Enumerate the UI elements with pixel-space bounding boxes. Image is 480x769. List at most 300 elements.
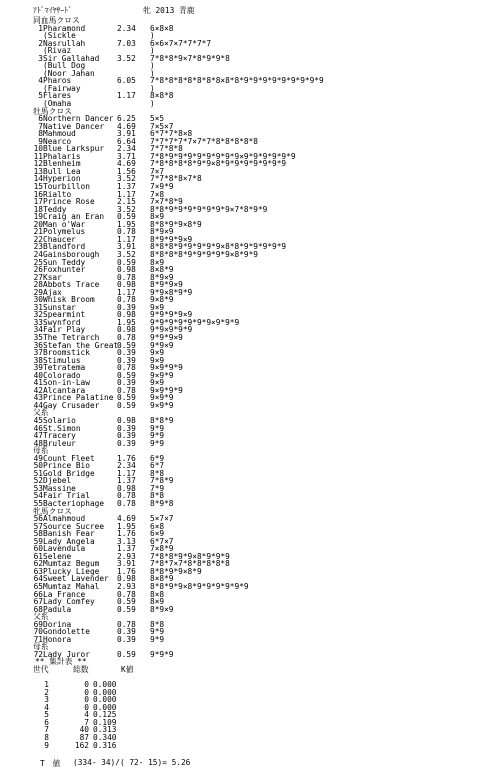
cross-entry	[33, 485, 478, 493]
stat-k: 0.000	[93, 687, 117, 697]
entry-generations: 8×8*9	[150, 574, 174, 584]
cross-entry	[33, 621, 478, 629]
entry-name: Bull Lea	[43, 166, 81, 176]
entry-generations: 8*9×9	[150, 227, 174, 237]
cross-entry	[33, 251, 478, 259]
entry-name: Nasrullah	[43, 38, 86, 48]
entry-value: 0.39	[117, 627, 136, 637]
horse-name: ｱﾄﾞﾏｲﾔｻｰﾄﾞ	[33, 6, 72, 15]
entry-name: Ksar	[43, 272, 62, 282]
entry-name: Man o'War	[43, 219, 86, 229]
cross-entry	[33, 651, 478, 659]
entry-generations: 9*9	[150, 423, 165, 433]
cross-entry	[33, 175, 478, 183]
entry-generations: 7×8	[150, 189, 165, 199]
entry-index: 56	[33, 514, 43, 524]
sub-ancestor-close: )	[150, 61, 155, 71]
entry-value: 4.69	[117, 159, 136, 169]
entry-generations: 7*8*8*9×7*8*9*9*8	[150, 53, 230, 63]
cross-entry	[33, 326, 478, 334]
entry-generations: 7*8*9	[150, 476, 174, 486]
entry-name: Sir Gallahad	[43, 53, 100, 63]
entry-generations: 9*9*9×9	[150, 332, 183, 342]
cross-entry	[33, 304, 478, 312]
entry-value: 0.98	[117, 325, 136, 335]
entry-value: 3.52	[117, 174, 136, 184]
entry-generations: 6×9	[150, 529, 165, 539]
entry-generations: 8*8*9	[150, 415, 174, 425]
sub-ancestor-close: )	[150, 31, 155, 41]
entry-name: Lavendula	[43, 544, 86, 554]
entry-name: Solario	[43, 415, 76, 425]
entry-name: Broomstick	[43, 348, 90, 358]
entry-value: 0.59	[117, 257, 136, 267]
entry-name: Blandford	[43, 242, 86, 252]
entry-generations: 9*9	[150, 438, 165, 448]
entry-value: 2.15	[117, 197, 136, 207]
sub-ancestor: (Bull Dog )	[43, 61, 155, 71]
stat-total: 0	[84, 702, 89, 712]
stat-total: 0	[84, 695, 89, 705]
cross-entry	[33, 357, 478, 365]
entry-value: 0.59	[117, 604, 136, 614]
entry-name: Sunstar	[43, 302, 76, 312]
entry-value: 1.95	[117, 219, 136, 229]
entry-generations: 6×6×7×7*7*7*7	[150, 38, 212, 48]
sub-ancestor-close: )	[150, 46, 155, 56]
entry-generations: 8*9*8	[150, 499, 174, 508]
entry-name: Dorina	[43, 619, 72, 629]
entry-index: 2	[38, 38, 43, 48]
entry-value: 6.64	[117, 136, 136, 146]
col-k: K値	[121, 665, 134, 675]
entry-generations: 8*8	[150, 468, 165, 478]
entry-name: Sun Teddy	[43, 257, 86, 267]
entry-name: Tourbillon	[43, 182, 90, 192]
entry-value: 1.76	[117, 453, 136, 463]
stat-k: 0.313	[93, 725, 117, 735]
entry-index: 11	[33, 151, 43, 161]
stat-generation: 2	[44, 687, 49, 697]
entry-name: Prince Palatine	[43, 393, 114, 403]
entry-index: 49	[33, 453, 43, 463]
entry-value: 0.98	[117, 415, 136, 425]
entry-index: 14	[33, 174, 43, 184]
stat-total: 0	[84, 687, 89, 697]
entry-index: 69	[33, 619, 43, 629]
stat-k: 0.316	[93, 740, 117, 750]
entry-index: 1	[38, 23, 43, 33]
entry-index: 65	[33, 582, 43, 592]
entry-name: Foxhunter	[43, 265, 86, 275]
cross-entry	[33, 538, 478, 546]
entry-generations: 8*8*9*9*9*9*9*9*9×7*8*9*9	[150, 204, 268, 214]
entry-value: 3.52	[117, 53, 136, 63]
stat-generation: 7	[44, 725, 49, 735]
entry-index: 16	[33, 189, 43, 199]
entry-generations: 7*8*8*9*9×8*9*9*9	[150, 551, 230, 561]
entry-index: 50	[33, 461, 43, 471]
entry-value: 0.39	[117, 423, 136, 433]
entry-name: Northern Dancer	[43, 114, 114, 124]
entry-value: 0.98	[117, 483, 136, 493]
entry-value: 0.59	[117, 370, 136, 380]
entry-value: 2.93	[117, 582, 136, 592]
entry-name: Abbots Trace	[43, 280, 100, 290]
cross-entry	[33, 583, 478, 591]
entry-generations: 9×8*9	[150, 295, 174, 305]
cross-entry	[33, 296, 478, 304]
stat-k: 0.000	[93, 680, 117, 690]
entry-name: Son-in-Law	[43, 378, 90, 388]
entry-index: 41	[33, 378, 43, 388]
entry-index: 30	[33, 295, 43, 305]
cross-entry	[33, 598, 478, 606]
stat-k: 0.340	[93, 732, 117, 742]
section-label: 牝馬クロス	[33, 506, 72, 516]
stat-k: 0.125	[93, 710, 117, 720]
stat-k: 0.000	[93, 695, 117, 705]
entry-value: 2.34	[117, 23, 136, 33]
entry-index: 7	[38, 121, 43, 131]
entry-index: 18	[33, 204, 43, 214]
entry-index: 4	[38, 76, 43, 86]
cross-entry	[33, 425, 478, 433]
entry-generations: 8*8*9*9×8*9	[150, 219, 202, 229]
entry-index: 34	[33, 325, 43, 335]
entry-value: 3.91	[117, 559, 136, 569]
stat-total: 7	[84, 717, 89, 727]
entry-value: 0.39	[117, 431, 136, 441]
entry-value: 6.05	[117, 76, 136, 86]
entry-generations: 9×9	[150, 302, 165, 312]
entry-generations: 7*7*8*8×7*8	[150, 174, 202, 184]
entry-value: 0.39	[117, 378, 136, 388]
entry-value: 0.98	[117, 265, 136, 275]
entry-name: Gold Bridge	[43, 468, 95, 478]
entry-index: 53	[33, 483, 43, 493]
entry-index: 36	[33, 340, 43, 350]
cross-entry	[33, 349, 478, 357]
col-total: 総数	[73, 665, 89, 675]
entry-generations: 8*8*9*9×8*9	[150, 566, 202, 576]
entry-generations: 7*8*9*9*9*9*9*9*9*9×9*9*9*9*9*9	[150, 151, 296, 161]
stat-generation: 1	[44, 680, 49, 690]
cross-entry	[33, 221, 478, 229]
entry-name: Hyperion	[43, 174, 81, 184]
entry-index: 10	[33, 144, 43, 154]
entry-name: Gondolette	[43, 627, 90, 637]
cross-entry	[33, 289, 478, 297]
entry-name: Count Fleet	[43, 453, 95, 463]
entry-name: Bruleur	[43, 438, 76, 448]
entry-generations: 5×7×7	[150, 514, 174, 524]
cross-entry	[33, 432, 478, 440]
entry-name: Chaucer	[43, 234, 76, 244]
entry-value: 3.52	[117, 249, 136, 259]
entry-index: 12	[33, 159, 43, 169]
entry-generations: 8×9	[150, 597, 165, 607]
entry-generations: 8*8*8*8*9*9*9*9*9×8*9*9	[150, 249, 258, 259]
entry-name: Tracery	[43, 431, 76, 441]
cross-entry	[33, 228, 478, 236]
entry-name: Native Dancer	[43, 121, 105, 131]
entry-value: 1.17	[117, 468, 136, 478]
cross-entry	[33, 319, 478, 327]
entry-generations: 9×9	[150, 378, 165, 388]
entry-value: 1.17	[117, 234, 136, 244]
entry-name: Mahmoud	[43, 129, 76, 139]
entry-name: Colorado	[43, 370, 81, 380]
cross-entry	[33, 92, 478, 100]
entry-generations: 7×7	[150, 166, 165, 176]
entry-value: 0.59	[117, 649, 136, 659]
cross-entry	[33, 213, 478, 221]
entry-value: 4.69	[117, 514, 136, 524]
entry-value: 0.78	[117, 491, 136, 501]
cross-entry	[33, 123, 478, 131]
entry-index: 39	[33, 363, 43, 373]
entry-index: 23	[33, 242, 43, 252]
cross-entry	[33, 160, 478, 168]
entry-index: 62	[33, 559, 43, 569]
cross-entry	[33, 462, 478, 470]
entry-index: 45	[33, 415, 43, 425]
entry-value: 0.59	[117, 597, 136, 607]
entry-value: 1.37	[117, 544, 136, 554]
entry-value: 0.78	[117, 332, 136, 342]
entry-name: Alcantara	[43, 385, 86, 395]
cross-entry	[33, 259, 478, 267]
entry-name: Blenheim	[43, 159, 81, 169]
entry-generations: 9×9*9	[150, 393, 174, 403]
entry-name: Pharos	[43, 76, 72, 86]
entry-value: 0.98	[117, 574, 136, 584]
entry-index: 20	[33, 219, 43, 229]
section-label: 同血馬クロス	[33, 16, 80, 25]
stats-row	[33, 726, 478, 734]
entry-generations: 8×8*9	[150, 265, 174, 275]
stat-k: 0.109	[93, 717, 117, 727]
entry-generations: 8*9×9	[150, 604, 174, 614]
cross-entry	[33, 364, 478, 372]
entry-name: Lady Comfey	[43, 597, 95, 607]
entry-value: 0.39	[117, 355, 136, 365]
entry-name: Flares	[43, 91, 72, 101]
cross-entry	[33, 575, 478, 583]
entry-name: Honora	[43, 634, 72, 644]
entry-name: Craig an Eran	[43, 212, 105, 222]
entry-name: Prince Rose	[43, 197, 95, 207]
entry-value: 3.91	[117, 242, 136, 252]
entry-value: 1.95	[117, 317, 136, 327]
entry-name: The Tetrarch	[43, 332, 100, 342]
cross-entry	[33, 342, 478, 350]
cross-entry	[33, 560, 478, 568]
entry-generations: 9×9*9*9	[150, 385, 183, 395]
entry-value: 2.93	[117, 551, 136, 561]
entry-name: Sweet Lavender	[43, 574, 109, 584]
entry-generations: 9*9*9*9*9*9*9×9*9*9	[150, 317, 240, 327]
entry-value: 3.91	[117, 129, 136, 139]
entry-index: 27	[33, 272, 43, 282]
entry-index: 68	[33, 604, 43, 614]
entry-name: Phalaris	[43, 151, 81, 161]
entry-name: Gay Crusader	[43, 400, 100, 410]
entry-name: St.Simon	[43, 423, 81, 433]
cross-entry	[33, 311, 478, 319]
entry-generations: 8*8	[150, 619, 165, 629]
entry-generations: 9×9	[150, 355, 165, 365]
stat-generation: 8	[44, 732, 49, 742]
cross-entry	[33, 372, 478, 380]
entry-name: Lady Angela	[43, 536, 95, 546]
entry-name: Pharamond	[43, 23, 86, 33]
entry-value: 1.17	[117, 287, 136, 297]
cross-entry	[33, 55, 478, 63]
cross-entry	[33, 440, 478, 448]
entry-index: 43	[33, 393, 43, 403]
entry-name: Swynford	[43, 317, 81, 327]
entry-index: 24	[33, 249, 43, 259]
entry-value: 2.34	[117, 144, 136, 154]
entry-value: 0.78	[117, 499, 136, 508]
entry-index: 61	[33, 551, 43, 561]
entry-index: 22	[33, 234, 43, 244]
sub-ancestor-close: )	[150, 99, 155, 109]
entry-value: 0.78	[117, 363, 136, 373]
entry-name: Djebel	[43, 476, 72, 486]
stats-title: ** 集計表 **	[35, 657, 87, 667]
entry-value: 4.69	[117, 121, 136, 131]
entry-generations: 7*8*7×7*8*8*8*8*8	[150, 559, 230, 569]
entry-generations: 7×7*8*9	[150, 197, 183, 207]
cross-entry	[33, 379, 478, 387]
entry-index: 35	[33, 332, 43, 342]
entry-generations: 7×9*9	[150, 182, 174, 192]
cross-entry	[33, 470, 478, 478]
entry-generations: 6×8	[150, 521, 165, 531]
entry-generations: 9*9	[150, 431, 165, 441]
stats-gap	[33, 749, 478, 757]
cross-entry	[33, 500, 478, 508]
entry-generations: 9×9*9*9	[150, 363, 183, 373]
stat-generation: 9	[44, 740, 49, 750]
entry-name: Stimulus	[43, 355, 81, 365]
section-label: 母系	[33, 446, 49, 456]
entry-generations: 9*9×9	[150, 340, 174, 350]
entry-name: La France	[43, 589, 86, 599]
sub-ancestor-close: )	[150, 83, 155, 93]
stat-generation: 6	[44, 717, 49, 727]
entry-index: 13	[33, 166, 43, 176]
entry-index: 33	[33, 317, 43, 327]
entry-name: Prince Bio	[43, 461, 90, 471]
entry-index: 17	[33, 197, 43, 207]
entry-generations: 6*7*7*8×8	[150, 129, 193, 139]
stat-total: 162	[74, 740, 89, 750]
stats-header	[33, 666, 478, 674]
entry-index: 21	[33, 227, 43, 237]
entry-value: 7.03	[117, 38, 136, 48]
entry-name: Teddy	[43, 204, 67, 214]
entry-index: 28	[33, 280, 43, 290]
entry-index: 6	[38, 114, 43, 124]
entry-generations: 5×5	[150, 114, 165, 124]
entry-generations: 9*9×9*9*9	[150, 325, 193, 335]
cross-entry	[33, 266, 478, 274]
sub-ancestor: (Fairway )	[43, 83, 155, 93]
entry-name: Bacteriophage	[43, 499, 105, 508]
cross-entry	[33, 183, 478, 191]
entry-index: 70	[33, 627, 43, 637]
col-generation: 世代	[33, 665, 49, 675]
entry-value: 0.39	[117, 348, 136, 358]
t-value-line	[33, 757, 478, 767]
entry-index: 3	[38, 53, 43, 63]
cross-entry	[33, 523, 478, 531]
entry-index: 58	[33, 529, 43, 539]
entry-name: Massine	[43, 483, 76, 493]
stat-generation: 4	[44, 702, 49, 712]
entry-index: 9	[38, 136, 43, 146]
t-value-label: T 値	[40, 758, 61, 768]
entry-name: Selene	[43, 551, 72, 561]
cross-entry	[33, 545, 478, 553]
entry-generations: 7*7*7*7*7×7*7*8*8*8*8*8	[150, 136, 258, 146]
entry-index: 8	[38, 129, 43, 139]
entry-value: 3.71	[117, 151, 136, 161]
entry-index: 29	[33, 287, 43, 297]
entry-value: 1.95	[117, 521, 136, 531]
stat-k: 0.000	[93, 702, 117, 712]
entry-generations: 9*9×8*9*9	[150, 287, 193, 297]
entry-name: Banish Fear	[43, 529, 95, 539]
entry-name: Polymelus	[43, 227, 86, 237]
entry-value: 0.78	[117, 272, 136, 282]
entry-index: 48	[33, 438, 43, 448]
entry-generations: 8*8*8*9*9*9*9*9×8*8*9*9*9*9*9	[150, 242, 287, 252]
entry-index: 54	[33, 491, 43, 501]
entry-generations: 8*9×9	[150, 272, 174, 282]
entry-name: Spearmint	[43, 310, 86, 320]
entry-index: 71	[33, 634, 43, 644]
entry-name: Ajax	[43, 287, 62, 297]
entry-value: 0.78	[117, 385, 136, 395]
entry-name: Source Sucree	[43, 521, 105, 531]
cross-sections	[33, 17, 478, 658]
entry-name: Mumtaz Begum	[43, 559, 100, 569]
entry-index: 15	[33, 182, 43, 192]
entry-index: 51	[33, 468, 43, 478]
entry-index: 67	[33, 597, 43, 607]
cross-entry	[33, 628, 478, 636]
entry-generations: 7*8*8*8*8*8*8*8×8*8*9*9*9*9*9*9*9*9*9	[150, 76, 324, 86]
entry-value: 1.56	[117, 166, 136, 176]
entry-value: 1.76	[117, 566, 136, 576]
entry-generations: 7*9	[150, 483, 165, 493]
entry-value: 1.37	[117, 476, 136, 486]
entry-generations: 7*7*8*8	[150, 144, 183, 154]
entry-index: 40	[33, 370, 43, 380]
entry-generations: 8×9	[150, 257, 165, 267]
entry-index: 32	[33, 310, 43, 320]
entry-value: 0.98	[117, 280, 136, 290]
entry-generations: 7×5×7	[150, 121, 174, 131]
entry-index: 66	[33, 589, 43, 599]
entry-name: Blue Larkspur	[43, 144, 105, 154]
entry-generations: 9*9*9	[150, 649, 174, 659]
